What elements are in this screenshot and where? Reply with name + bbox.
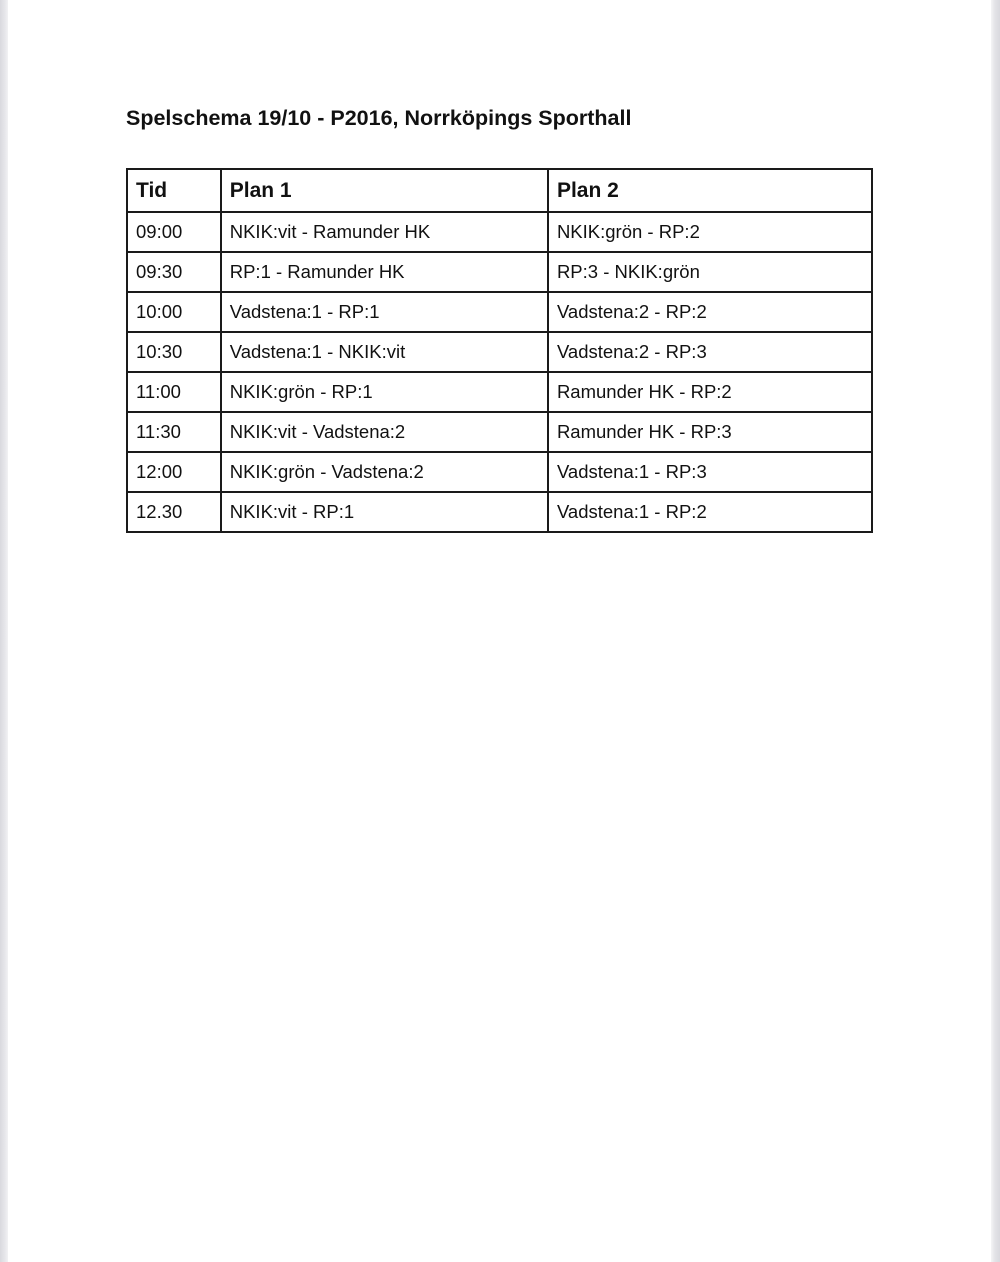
cell-plan-1: Vadstena:1 - RP:1 (221, 292, 548, 332)
cell-plan-2: Vadstena:2 - RP:3 (548, 332, 872, 372)
cell-plan-1: NKIK:vit - RP:1 (221, 492, 548, 532)
cell-plan-1: NKIK:vit - Ramunder HK (221, 212, 548, 252)
cell-time: 10:00 (127, 292, 221, 332)
cell-plan-2: Vadstena:2 - RP:2 (548, 292, 872, 332)
right-page-edge (991, 0, 1000, 1262)
cell-time: 09:30 (127, 252, 221, 292)
cell-time: 11:30 (127, 412, 221, 452)
header-plan-1: Plan 1 (221, 169, 548, 212)
cell-plan-2: Vadstena:1 - RP:3 (548, 452, 872, 492)
cell-plan-1: NKIK:vit - Vadstena:2 (221, 412, 548, 452)
cell-time: 11:00 (127, 372, 221, 412)
table-row (127, 212, 872, 252)
table-row (127, 372, 872, 412)
schedule-table (126, 168, 873, 533)
cell-plan-2: Ramunder HK - RP:3 (548, 412, 872, 452)
table-header-row (127, 169, 872, 212)
cell-time: 12.30 (127, 492, 221, 532)
cell-plan-1: Vadstena:1 - NKIK:vit (221, 332, 548, 372)
document-page (8, 0, 991, 1262)
cell-time: 12:00 (127, 452, 221, 492)
document-title: Spelschema 19/10 - P2016, Norrköpings Sporthall (126, 106, 632, 130)
cell-plan-2: NKIK:grön - RP:2 (548, 212, 872, 252)
table-row (127, 332, 872, 372)
cell-plan-1: RP:1 - Ramunder HK (221, 252, 548, 292)
cell-plan-2: RP:3 - NKIK:grön (548, 252, 872, 292)
cell-plan-1: NKIK:grön - RP:1 (221, 372, 548, 412)
cell-plan-2: Vadstena:1 - RP:2 (548, 492, 872, 532)
table-row (127, 252, 872, 292)
cell-time: 09:00 (127, 212, 221, 252)
table-row (127, 412, 872, 452)
cell-time: 10:30 (127, 332, 221, 372)
cell-plan-2: Ramunder HK - RP:2 (548, 372, 872, 412)
header-plan-2: Plan 2 (548, 169, 872, 212)
cell-plan-1: NKIK:grön - Vadstena:2 (221, 452, 548, 492)
table-row (127, 292, 872, 332)
table-row (127, 452, 872, 492)
table-row (127, 492, 872, 532)
left-page-edge (0, 0, 8, 1262)
header-time: Tid (127, 169, 221, 212)
